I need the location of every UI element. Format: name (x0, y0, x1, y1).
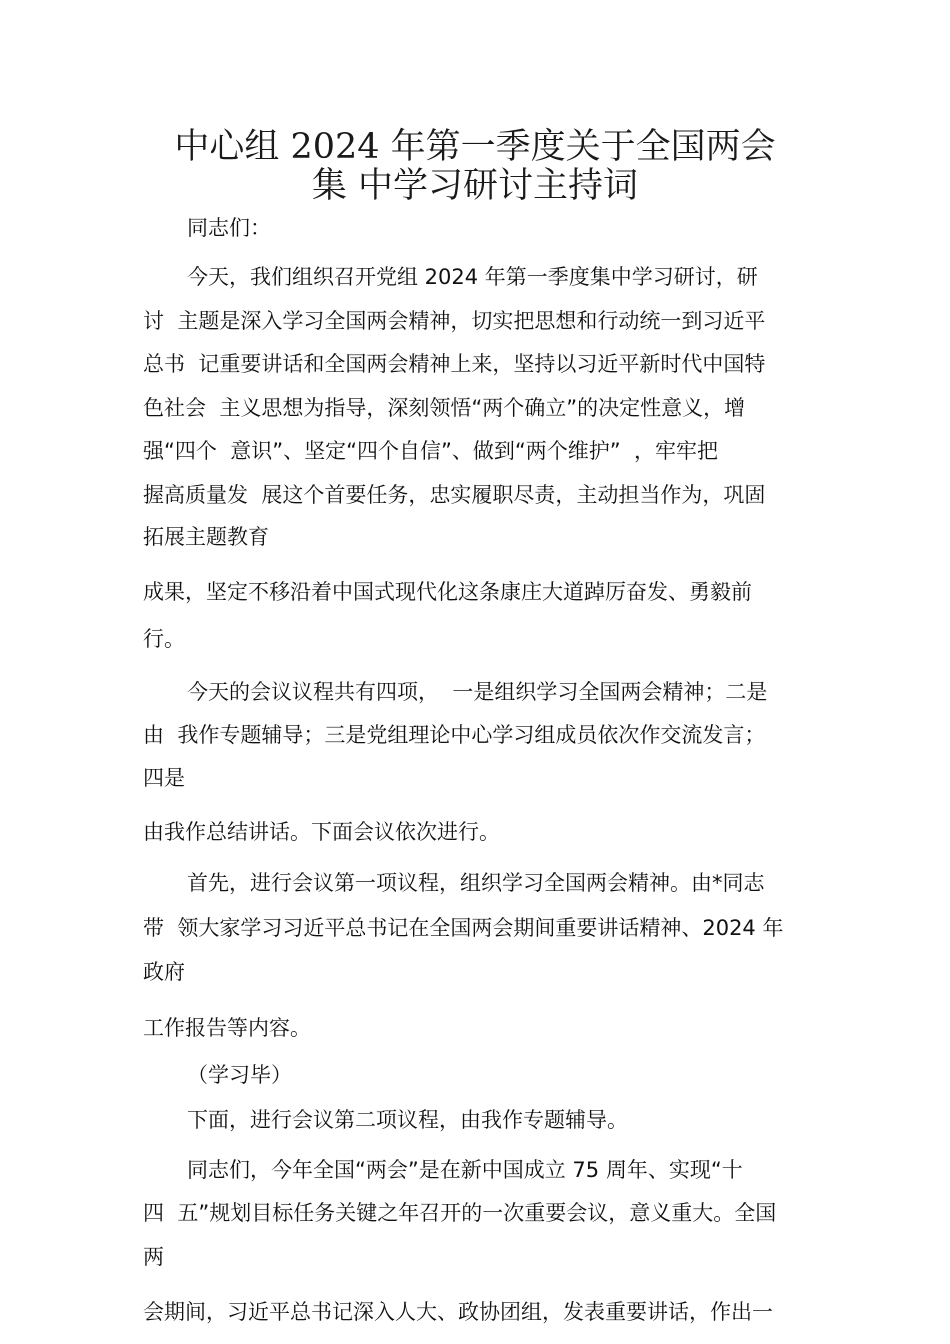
body-line: 色社会 主义思想为指导，深刻领悟“两个确立”的决定性意义，增 (143, 396, 746, 420)
body-line: 讨 主题是深入学习全国两会精神，切实把思想和行动统一到习近平 (143, 309, 766, 333)
body-line: （学习毕） (187, 1063, 292, 1087)
body-line: 四是 (143, 766, 185, 790)
body-line: 今天的会议议程共有四项， 一是组织学习全国两会精神；二是 (187, 680, 768, 704)
body-line: 政府 (143, 960, 185, 984)
body-line: 首先，进行会议第一项议程，组织学习全国两会精神。由*同志 (187, 871, 765, 895)
body-line: 拓展主题教育 (143, 525, 269, 549)
body-line: 带 领大家学习习近平总书记在全国两会期间重要讲话精神、2024 年 (143, 916, 784, 940)
body-line: 总书 记重要讲话和全国两会精神上来，坚持以习近平新时代中国特 (143, 352, 766, 376)
body-line: 会期间，习近平总书记深入人大、政协团组，发表重要讲话，作出一 (143, 1300, 773, 1324)
body-line: 握高质量发 展这个首要任务，忠实履职尽责，主动担当作为，巩固 (143, 483, 766, 507)
document-title-line-2: 集 中学习研讨主持词 (311, 166, 639, 206)
document-title-line-1: 中心组 2024 年第一季度关于全国两会 (174, 127, 776, 167)
body-line: 四 五”规划目标任务关键之年召开的一次重要会议，意义重大。全国 (143, 1201, 777, 1225)
body-line: 下面，进行会议第二项议程，由我作专题辅导。 (187, 1108, 628, 1132)
body-line: 强“四个 意识”、坚定“四个自信”、做到“两个维护” ，牢牢把 (143, 439, 718, 463)
body-line: 行。 (143, 627, 185, 651)
salutation: 同志们： (187, 216, 271, 240)
body-line: 由我作总结讲话。下面会议依次进行。 (143, 820, 500, 844)
body-line: 同志们，今年全国“两会”是在新中国成立 75 周年、实现“十 (187, 1158, 743, 1182)
body-line: 成果，坚定不移沿着中国式现代化这条康庄大道踔厉奋发、勇毅前 (143, 580, 752, 604)
body-line: 由 我作专题辅导；三是党组理论中心学习组成员依次作交流发言； (143, 723, 766, 747)
body-line: 工作报告等内容。 (143, 1016, 311, 1040)
body-line: 今天，我们组织召开党组 2024 年第一季度集中学习研讨，研 (187, 265, 758, 289)
body-line: 两 (143, 1245, 164, 1269)
